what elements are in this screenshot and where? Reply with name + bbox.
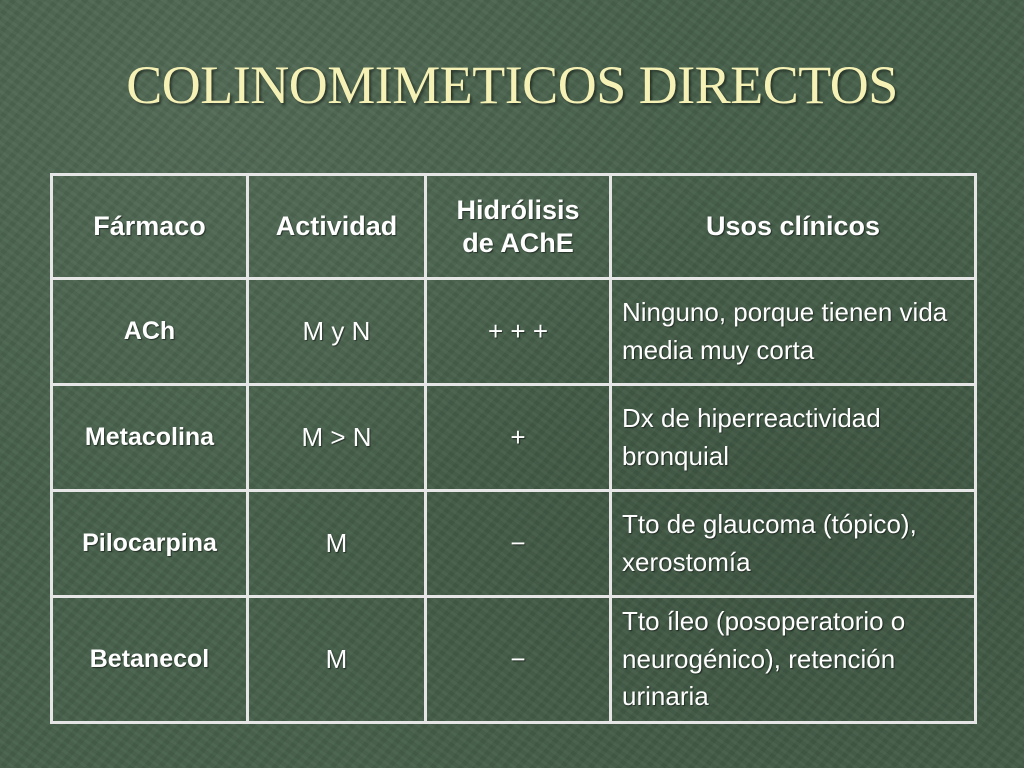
table-row: [52, 385, 976, 491]
drug-uses: Tto íleo (posoperatorio o neurogénico), retención urinaria: [611, 597, 976, 723]
drug-name: Pilocarpina: [52, 491, 248, 597]
header-uses: Usos clínicos: [611, 175, 976, 279]
drug-activity: M: [248, 597, 426, 723]
drug-uses: Dx de hiperreactividad bronquial: [611, 385, 976, 491]
table-row: [52, 597, 976, 723]
header-hydrolysis: [426, 175, 611, 279]
drug-activity: M > N: [248, 385, 426, 491]
drug-table: [50, 173, 977, 724]
drug-hydrolysis: +: [426, 385, 611, 491]
slide-title: COLINOMIMETICOS DIRECTOS: [126, 55, 898, 115]
drug-hydrolysis: −: [426, 491, 611, 597]
header-hydrolysis-line1: Hidrólisis: [456, 195, 580, 226]
drug-name: Metacolina: [52, 385, 248, 491]
drug-activity: M: [248, 491, 426, 597]
drug-name: ACh: [52, 279, 248, 385]
drug-uses: Tto de glaucoma (tópico), xerostomía: [611, 491, 976, 597]
table-header-row: [52, 175, 976, 279]
table-row: [52, 491, 976, 597]
header-hydrolysis-line2: de AChE: [462, 227, 574, 258]
drug-hydrolysis: + + +: [426, 279, 611, 385]
header-activity: Actividad: [248, 175, 426, 279]
table-row: [52, 279, 976, 385]
drug-uses: Ninguno, porque tienen vida media muy corta: [611, 279, 976, 385]
drug-name: Betanecol: [52, 597, 248, 723]
header-drug: Fármaco: [52, 175, 248, 279]
drug-hydrolysis: −: [426, 597, 611, 723]
drug-activity: M y N: [248, 279, 426, 385]
